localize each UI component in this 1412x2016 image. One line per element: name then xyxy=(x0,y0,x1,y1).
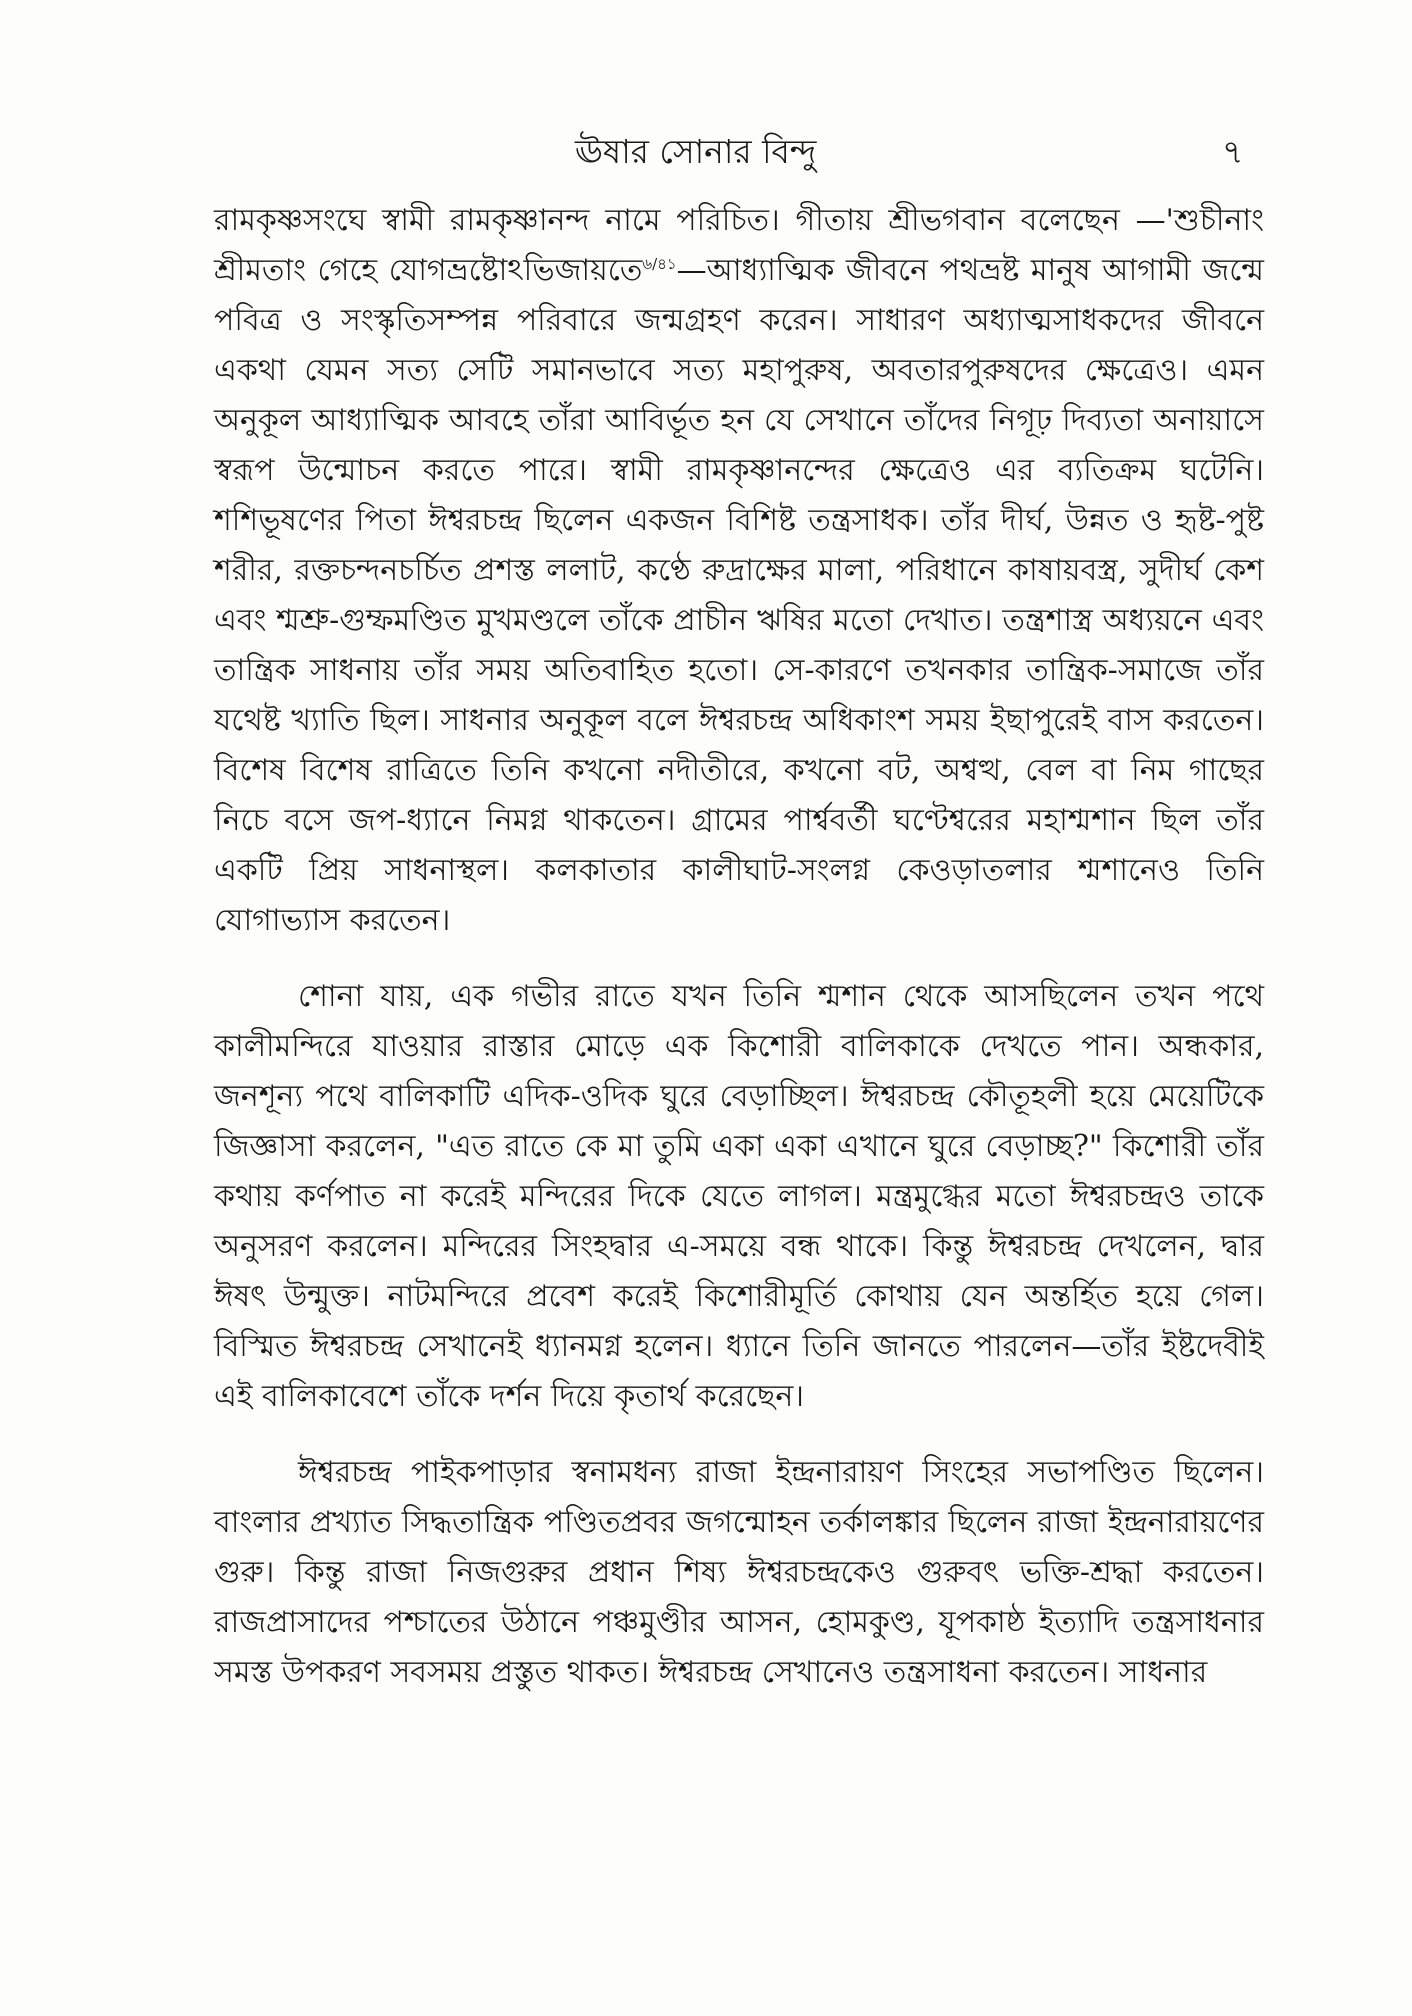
page-number: ৭ xyxy=(1222,132,1244,171)
running-header xyxy=(0,128,1412,176)
paragraph-1-after-footnote: —আধ্যাত্মিক জীবনে পথভ্রষ্ট মানুষ আগামী জন্মে পবিত্র ও সংস্কৃতিসম্পন্ন পরিবারে জন্মগ্রহণ করেন। সাধারণ অধ্যাত্মসাধকদের জীবনে একথা যেমন সত্য সেটি সমানভাবে সত্য মহাপুরুষ, অবতারপুরুষদের ক্ষেত্রেও। এমন অনুকূল আধ্যাত্মিক আবহে তাঁরা আবির্ভূত হন যে সেখানে তাঁদের নিগূঢ় দিব্যতা অনায়াসে স্বরূপ উন্মোচন করতে পারে। স্বামী রামকৃষ্ণানন্দের ক্ষেত্রেও এর ব্যতিক্রম ঘটেনি। শশিভূষণের পিতা ঈশ্বরচন্দ্র ছিলেন একজন বিশিষ্ট তন্ত্রসাধক। তাঁর দীর্ঘ, উন্নত ও হৃষ্ট-পুষ্ট শরীর, রক্তচন্দনচর্চিত প্রশস্ত ললাট, কণ্ঠে রুদ্রাক্ষের মালা, পরিধানে কাষায়বস্ত্র, সুদীর্ঘ কেশ এবং শ্মশ্রু-গুম্ফমণ্ডিত মুখমণ্ডলে তাঁকে প্রাচীন ঋষির মতো দেখাত। তন্ত্রশাস্ত্র অধ্যয়নে এবং তান্ত্রিক সাধনায় তাঁর সময় অতিবাহিত হতো। সে-কারণে তখনকার তান্ত্রিক-সমাজে তাঁর যথেষ্ট খ্যাতি ছিল। সাধনার অনুকূল বলে ঈশ্বরচন্দ্র অধিকাংশ সময় ইছাপুরেই বাস করতেন। বিশেষ বিশেষ রাত্রিতে তিনি কখনো নদীতীরে, কখনো বট, অশ্বত্থ, বেল বা নিম গাছের নিচে বসে জপ-ধ্যানে নিমগ্ন থাকতেন। গ্রামের পার্শ্ববর্তী ঘণ্টেশ্বরের মহাশ্মশান ছিল তাঁর একটি প্রিয় সাধনাস্থল। কলকাতার কালীঘাট-সংলগ্ন কেওড়াতলার শ্মশানেও তিনি যোগাভ্যাস করতেন। xyxy=(214,253,1265,938)
gita-verse-reference: ৬/৪১ xyxy=(642,255,677,273)
text-body xyxy=(214,196,1264,1698)
paragraph-1-before-footnote: রামকৃষ্ণসংঘে স্বামী রামকৃষ্ণানন্দ নামে পরিচিত। গীতায় শ্রীভগবান বলেছেন —'শুচীনাং শ্রীমতাং গেহে যোগভ্রষ্টোঽভিজায়তে xyxy=(214,203,1264,288)
paragraph-3: ঈশ্বরচন্দ্র পাইকপাড়ার স্বনামধন্য রাজা ইন্দ্রনারায়ণ সিংহের সভাপণ্ডিত ছিলেন। বাংলার প্রখ্যাত সিদ্ধতান্ত্রিক পণ্ডিতপ্রবর জগন্মোহন তর্কালঙ্কার ছিলেন রাজা ইন্দ্রনারায়ণের গুরু। কিন্তু রাজা নিজগুরুর প্রধান শিষ্য ঈশ্বরচন্দ্রকেও গুরুবৎ ভক্তি-শ্রদ্ধা করতেন। রাজপ্রাসাদের পশ্চাতের উঠানে পঞ্চমুণ্ডীর আসন, হোমকুণ্ড, যূপকাষ্ঠ ইত্যাদি তন্ত্রসাধনার সমস্ত উপকরণ সবসময় প্রস্তুত থাকত। ঈশ্বরচন্দ্র সেখানেও তন্ত্রসাধনা করতেন। সাধনার xyxy=(214,1455,1264,1690)
book-title: ঊষার সোনার বিন্দু xyxy=(575,132,817,171)
paragraph-2: শোনা যায়, এক গভীর রাতে যখন তিনি শ্মশান থেকে আসছিলেন তখন পথে কালীমন্দিরে যাওয়ার রাস্তার মোড়ে এক কিশোরী বালিকাকে দেখতে পান। অন্ধকার, জনশূন্য পথে বালিকাটি এদিক-ওদিক ঘুরে বেড়াচ্ছিল। ঈশ্বরচন্দ্র কৌতূহলী হয়ে মেয়েটিকে জিজ্ঞাসা করলেন, "এত রাতে কে মা তুমি একা একা এখানে ঘুরে বেড়াচ্ছ?" কিশোরী তাঁর কথায় কর্ণপাত না করেই মন্দিরের দিকে যেতে লাগল। মন্ত্রমুগ্ধের মতো ঈশ্বরচন্দ্রও তাকে অনুসরণ করলেন। মন্দিরের সিংহদ্বার এ-সময়ে বন্ধ থাকে। কিন্তু ঈশ্বরচন্দ্র দেখলেন, দ্বার ঈষৎ উন্মুক্ত। নাটমন্দিরে প্রবেশ করেই কিশোরীমূর্তি কোথায় যেন অন্তর্হিত হয়ে গেল। বিস্মিত ঈশ্বরচন্দ্র সেখানেই ধ্যানমগ্ন হলেন। ধ্যানে তিনি জানতে পারলেন—তাঁর ইষ্টদেবীই এই বালিকাবেশে তাঁকে দর্শন দিয়ে কৃতার্থ করেছেন। xyxy=(214,979,1264,1414)
paragraph-1 xyxy=(214,196,1264,946)
